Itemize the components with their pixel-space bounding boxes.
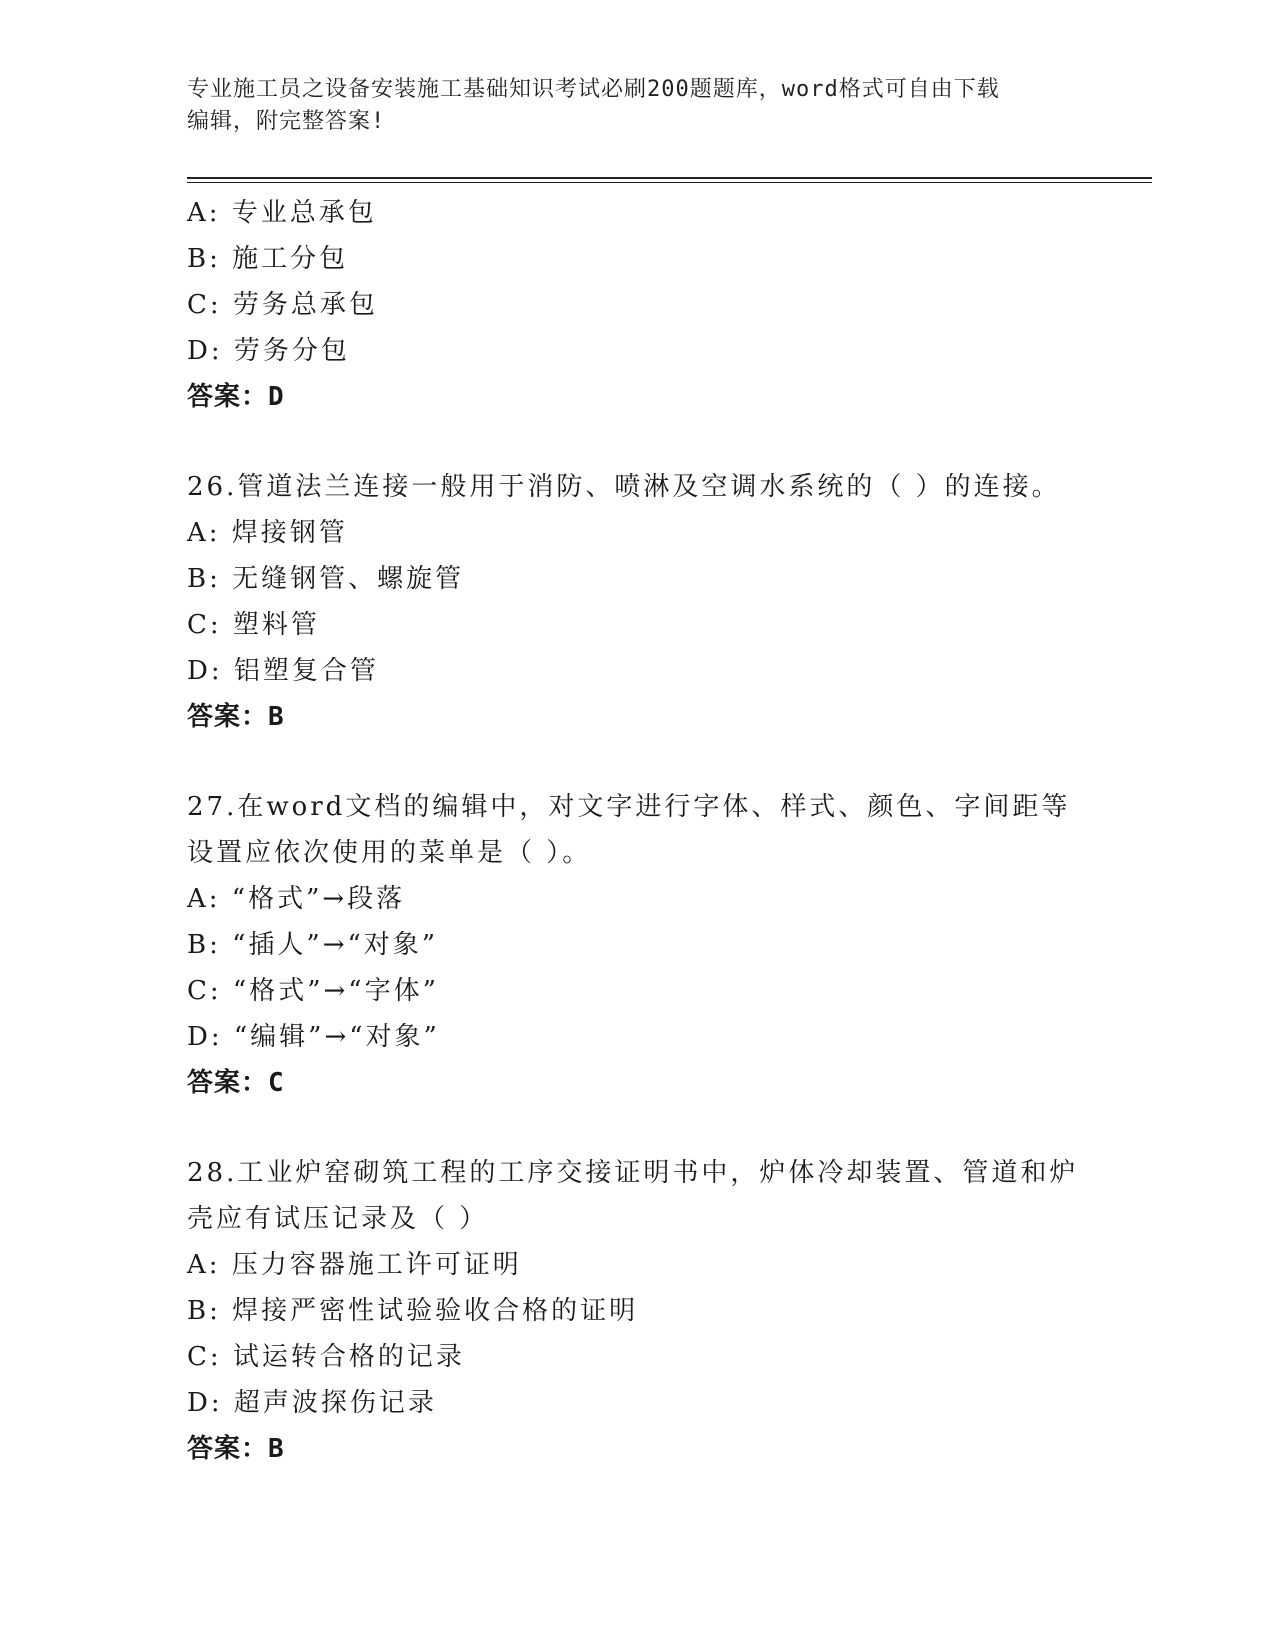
spacer	[187, 420, 1087, 464]
option-c: C: 试运转合格的记录	[187, 1342, 465, 1372]
header-divider-thick	[187, 177, 1152, 179]
answer-line: 答案：C	[187, 1068, 285, 1098]
question-block-28	[187, 1150, 1087, 1472]
option-a: A: 焊接钢管	[187, 518, 348, 548]
document-header	[187, 74, 1067, 138]
answer-line: 答案：B	[187, 702, 285, 732]
option-b: B: 无缝钢管、螺旋管	[187, 564, 465, 594]
question-block-27	[187, 784, 1087, 1106]
answer-line: 答案：D	[187, 382, 285, 412]
option-d: D: “编辑”→“对象”	[187, 1022, 440, 1052]
question-text-continued: 设置应依次使用的菜单是（ ）。	[187, 838, 592, 868]
option-d: D: 超声波探伤记录	[187, 1388, 437, 1418]
question-text: 27.在word文档的编辑中，对文字进行字体、样式、颜色、字间距等	[187, 792, 1071, 822]
option-b: B: “插人”→“对象”	[187, 930, 439, 960]
option-d: D: 劳务分包	[187, 336, 350, 366]
option-d: D: 铝塑复合管	[187, 656, 379, 686]
header-divider-thin	[187, 182, 1152, 183]
header-line-1: 专业施工员之设备安装施工基础知识考试必刷200题题库，word格式可自由下载	[187, 77, 1000, 102]
question-block-25	[187, 190, 1087, 420]
question-text-continued: 壳应有试压记录及（ ）	[187, 1204, 489, 1234]
option-a: A: “格式”→段落	[187, 884, 406, 914]
option-c: C: 劳务总承包	[187, 290, 378, 320]
option-a: A: 压力容器施工许可证明	[187, 1250, 522, 1280]
spacer	[187, 1106, 1087, 1150]
option-b: B: 焊接严密性试验验收合格的证明	[187, 1296, 639, 1326]
option-b: B: 施工分包	[187, 244, 349, 274]
header-line-2: 编辑，附完整答案!	[187, 109, 386, 134]
spacer	[187, 740, 1087, 784]
question-content	[187, 190, 1087, 1472]
option-c: C: 塑料管	[187, 610, 320, 640]
question-block-26	[187, 464, 1087, 740]
question-text: 26.管道法兰连接一般用于消防、喷淋及空调水系统的（ ）的连接。	[187, 472, 1061, 502]
answer-line: 答案：B	[187, 1434, 285, 1464]
question-text: 28.工业炉窑砌筑工程的工序交接证明书中，炉体冷却装置、管道和炉	[187, 1158, 1079, 1188]
option-c: C: “格式”→“字体”	[187, 976, 439, 1006]
option-a: A: 专业总承包	[187, 198, 377, 228]
